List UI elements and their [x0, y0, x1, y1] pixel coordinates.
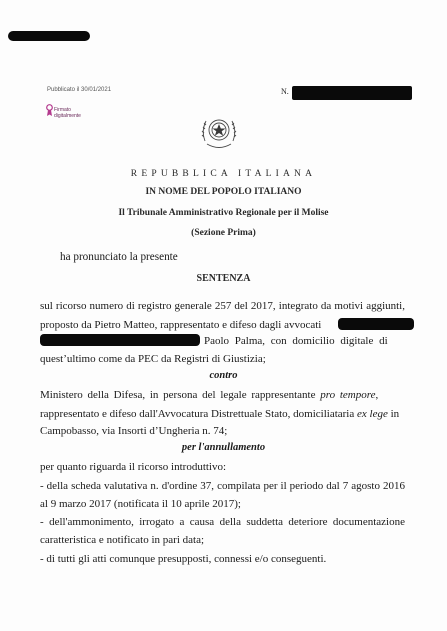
- number-prefix: N.: [281, 87, 289, 96]
- redaction-number: [292, 86, 412, 100]
- tribunale-heading: Il Tribunale Amministrativo Regionale per il Molise: [118, 208, 329, 218]
- pro-tempore: pro tempore: [320, 389, 376, 401]
- sentenza-heading: SENTENZA: [196, 273, 251, 284]
- ministero-line-1: [40, 386, 378, 405]
- oggetto-line-1: per quanto riguarda il ricorso introduttivo:: [40, 461, 227, 473]
- ministero-line-3: Campobasso, via Insorti d’Ungheria n. 74;: [40, 425, 228, 437]
- contro-heading: contro: [209, 370, 238, 381]
- oggetto-line-4: - dell'ammonimento, irrogato a causa della suddetta deteriore documentazione: [40, 516, 405, 528]
- ricorso-line-2: proposto da Pietro Matteo, rappresentato e difeso dagli avvocati: [40, 319, 322, 331]
- oggetto-line-3: al 9 marzo 2017 (notificata il 10 aprile 2017);: [40, 498, 241, 510]
- digital-signature-icon: [46, 104, 53, 117]
- digital-signature-label: [54, 107, 81, 119]
- emblem-icon: [199, 111, 239, 153]
- redaction-lawyer-1: [338, 318, 414, 330]
- redaction-top-left: [8, 31, 90, 41]
- redaction-lawyer-2: [40, 334, 200, 346]
- oggetto-line-5: caratteristica e notificato in pari data;: [40, 534, 205, 546]
- oggetto-line-2: - della scheda valutativa n. d'ordine 37, compilata per il periodo dal 7 agosto 2016: [40, 480, 405, 492]
- signed-label-line2: digitalmente: [54, 113, 81, 119]
- ministero-line-2-a: rappresentato e difeso dall'Avvocatura Distrettuale Stato, domiciliataria: [40, 408, 355, 420]
- signed-label-line1: Firmato: [54, 107, 71, 113]
- intro-text: ha pronunciato la presente: [60, 251, 178, 263]
- ministero-line-1-a: Ministero della Difesa, in persona del legale rappresentante: [40, 389, 316, 401]
- ministero-line-2-c: in: [390, 408, 400, 420]
- in-nome-heading: IN NOME DEL POPOLO ITALIANO: [145, 187, 302, 197]
- oggetto-line-6: - di tutti gli atti comunque presupposti, connessi e/o conseguenti.: [40, 553, 327, 565]
- republic-heading: REPUBBLICA ITALIANA: [130, 169, 317, 179]
- published-date: Pubblicato il 30/01/2021: [47, 87, 112, 93]
- sezione-heading: (Sezione Prima): [191, 228, 256, 238]
- ricorso-line-1: sul ricorso numero di registro generale 257 del 2017, integrato da motivi aggiunti,: [40, 300, 405, 312]
- ministero-line-1-c: ,: [375, 389, 379, 401]
- per-annullamento-heading: per l'annullamento: [181, 442, 266, 453]
- ex-lege: ex lege: [357, 408, 388, 420]
- ricorso-line-4: quest’ultimo come da PEC da Registri di Giustizia;: [40, 353, 266, 365]
- ricorso-line-3: Paolo Palma, con domicilio digitale di: [204, 335, 388, 347]
